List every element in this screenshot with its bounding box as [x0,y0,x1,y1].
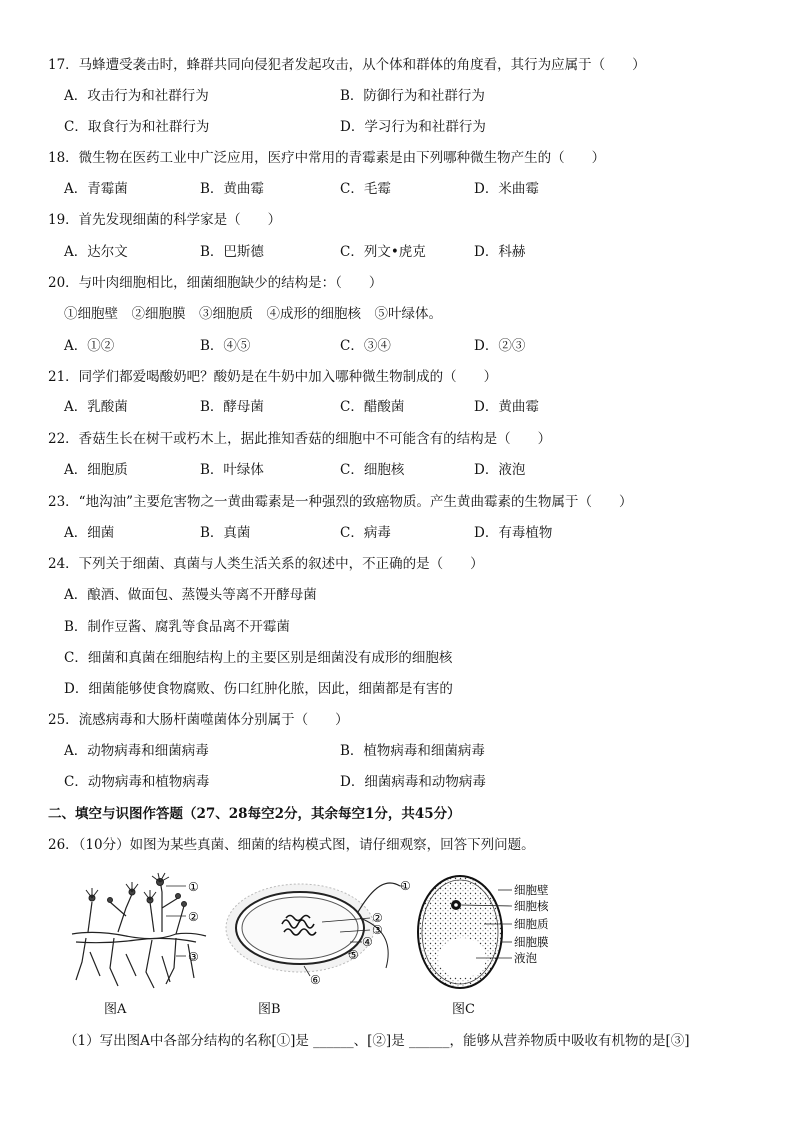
q20-option-c: C．③④ [340,338,391,354]
fig-b-label-6: ⑥ [310,973,321,987]
question-26-stem: 26．（10分）如图为某些真菌、细菌的结构模式图，请仔细观察，回答下列问题。 [48,837,535,853]
fig-a-label-3: ③ [188,950,199,964]
question-25-stem: 25．流感病毒和大肠杆菌噬菌体分别属于（ ） [48,712,349,728]
q21-option-a: A．乳酸菌 [64,399,128,415]
q20-structure-list: ①细胞壁 ②细胞膜 ③细胞质 ④成形的细胞核 ⑤叶绿体。 [64,306,442,322]
fig-c-label-vacuole: 液泡 [514,951,537,965]
figure-b-caption: 图B [258,1002,281,1017]
q19-option-c: C．列文•虎克 [340,244,426,260]
fig-c-label-nucleus: 细胞核 [514,899,549,913]
question-22-stem: 22．香菇生长在树干或朽木上，据此推知香菇的细胞中不可能含有的结构是（ ） [48,431,552,447]
q23-option-d: D．有毒植物 [474,525,553,541]
q21-option-c: C．醋酸菌 [340,399,405,415]
q22-option-d: D．液泡 [474,462,526,478]
q18-option-c: C．毛霉 [340,181,391,197]
q18-option-b: B．黄曲霉 [200,181,264,197]
q20-option-a: A．①② [64,338,115,354]
section-2-title: 二、填空与识图作答题（27、28每空2分，其余每空1分，共45分） [48,806,461,822]
q25-option-a: A．动物病毒和细菌病毒 [64,743,209,759]
question-18-stem: 18．微生物在医药工业中广泛应用，医疗中常用的青霉素是由下列哪种微生物产生的（ ） [48,150,606,166]
q21-option-b: B．酵母菌 [200,399,264,415]
figure-c-yeast-diagram [414,872,564,997]
question-19-stem: 19．首先发现细菌的科学家是（ ） [48,212,282,228]
q20-option-b: B．④⑤ [200,338,251,354]
question-26-part-1: （1）写出图A中各部分结构的名称[①]是 ______、[②]是 ______，能够从营养物质中吸收有机物的是[③] [64,1033,690,1049]
fig-c-label-membrane: 细胞膜 [514,935,549,949]
question-24-stem: 24．下列关于细菌、真菌与人类生活关系的叙述中，不正确的是（ ） [48,556,484,572]
fig-b-label-2: ② [372,911,383,925]
q25-option-c: C．动物病毒和植物病毒 [64,774,210,790]
fig-c-label-cell-wall: 细胞壁 [514,883,549,897]
fig-b-label-3: ③ [372,923,383,937]
figure-c-caption: 图C [452,1002,475,1017]
fig-a-label-1: ① [188,880,199,894]
q22-option-c: C．细胞核 [340,462,405,478]
figure-a-mold-diagram [66,872,216,992]
q23-option-c: C．病毒 [340,525,391,541]
q17-option-a: A．攻击行为和社群行为 [64,88,209,104]
q17-option-d: D．学习行为和社群行为 [340,119,486,135]
q24-option-b: B．制作豆酱、腐乳等食品离不开霉菌 [64,619,290,635]
question-17-stem: 17．马蜂遭受袭击时，蜂群共同向侵犯者发起攻击，从个体和群体的角度看，其行为应属于（ ） [48,57,646,73]
figure-b-bacterium-diagram [220,872,420,992]
q25-option-d: D．细菌病毒和动物病毒 [340,774,486,790]
q17-option-b: B．防御行为和社群行为 [340,88,485,104]
fig-b-label-4: ④ [362,935,373,949]
q19-option-d: D．科赫 [474,244,526,260]
q24-option-d: D．细菌能够使食物腐败、伤口红肿化脓，因此，细菌都是有害的 [64,681,453,697]
q21-option-d: D．黄曲霉 [474,399,539,415]
fig-a-label-2: ② [188,910,199,924]
question-20-stem: 20．与叶肉细胞相比，细菌细胞缺少的结构是：（ ） [48,275,383,291]
q23-option-a: A．细菌 [64,525,115,541]
q24-option-c: C．细菌和真菌在细胞结构上的主要区别是细菌没有成形的细胞核 [64,650,453,666]
question-23-stem: 23．“地沟油”主要危害物之一黄曲霉素是一种强烈的致癌物质。产生黄曲霉素的生物属于（ ） [48,494,633,510]
q23-option-b: B．真菌 [200,525,251,541]
q22-option-a: A．细胞质 [64,462,128,478]
q19-option-b: B．巴斯德 [200,244,264,260]
q18-option-d: D．米曲霉 [474,181,539,197]
question-21-stem: 21．同学们都爱喝酸奶吧？酸奶是在牛奶中加入哪种微生物制成的（ ） [48,369,498,385]
q25-option-b: B．植物病毒和细菌病毒 [340,743,485,759]
q18-option-a: A．青霉菌 [64,181,128,197]
q20-option-d: D．②③ [474,338,526,354]
fig-c-label-cytoplasm: 细胞质 [514,917,549,931]
q24-option-a: A．酿酒、做面包、蒸馒头等离不开酵母菌 [64,587,317,603]
q17-option-c: C．取食行为和社群行为 [64,119,210,135]
fig-b-label-1: ① [400,879,411,893]
fig-b-label-5: ⑤ [348,948,359,962]
figure-a-caption: 图A [104,1002,127,1017]
q22-option-b: B．叶绿体 [200,462,264,478]
q19-option-a: A．达尔文 [64,244,128,260]
